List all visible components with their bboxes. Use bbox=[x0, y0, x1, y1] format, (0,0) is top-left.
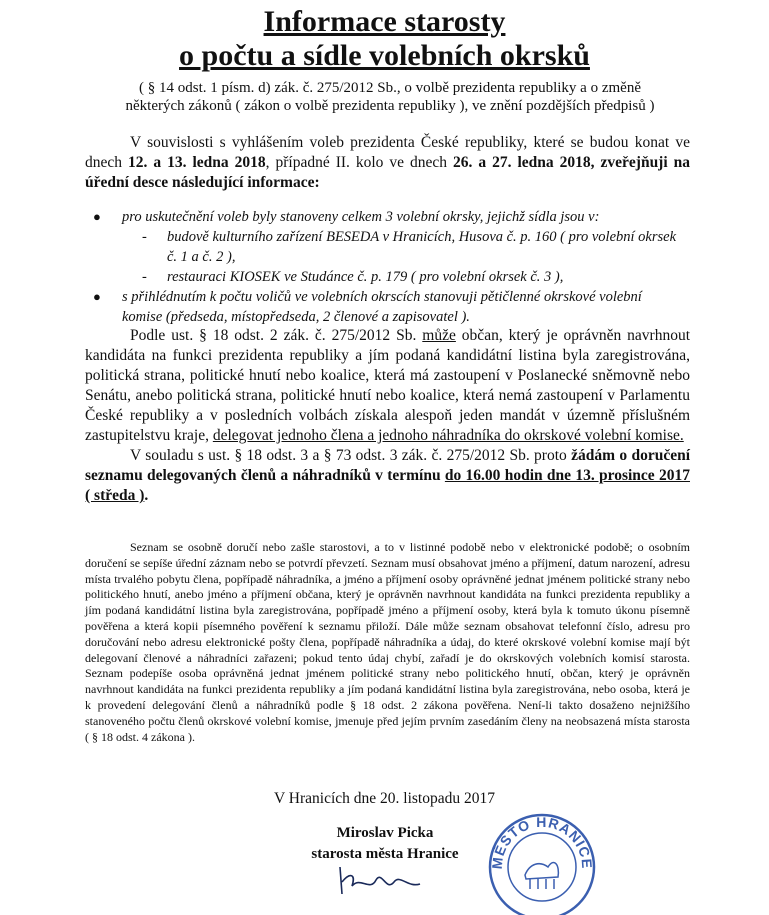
submission-rules-text: Seznam se osobně doručí nebo zašle starostovi, a to v listinné podobě nebo v elektronické podobě; o osobním doručení se sepíše úřední záznam nebo se potvrdí převzetí. Seznam musí obsahovat jméno a příjmení, datum narození, adresu místa trvalého pobytu člena, popřípadě náhradníka, a jméno a příjmení osoby oprávněné jednat jménem politické strany nebo politického hnutí, anebo jméno a příjmení občana, který je oprávněn navrhnout kandidáta na funkci prezidenta republiky a jím podaná kandidátní listina byla zaregistrována, popřípadě jméno a příjmení osoby, která byla k tomuto úkonu písemně pověřena a která kopii písemného pověření k seznamu přiloží. Dále může seznam obsahovat telefonní číslo, adresu pro doručování nebo adresu elektronické pošty člena, popřípadě náhradníka a údaj, do které okrskové volební komise mají být delegovaní členové a náhradníci zařazeni; pokud tento údaj chybí, zařadí je do okrskových volebních komisí starosta. Seznam podepíše osoba oprávněná jednat jménem politické strany nebo politického hnutí, občan, který je oprávněn navrhnout kandidáta na funkci prezidenta republiky a jím podaná kandidátní listina byla zaregistrována, nebo osoba, která je k provedení delegování členů a náhradníků podle § 18 odst. 2 zákona pověřena. Není-li takto dosaženo nejnižšího stanoveného počtu členů okrskové volební komise, jmenuje před jejím prvním zasedáním členy na neobsazená místa starosta ( § 18 odst. 4 zákona ). bbox=[85, 540, 690, 744]
signatory-name: Miroslav Picka bbox=[336, 825, 434, 841]
delegation-paragraph bbox=[85, 326, 690, 506]
document-title-line1: Informace starosty bbox=[263, 5, 506, 38]
bullet-item-commission: ● s přihlédnutím k počtu voličů ve volebních okrscích stanovuji pětičlenné okrskové volební komise (předseda, místopředseda, 2 členové a zapisovatel ). bbox=[93, 289, 642, 325]
sub-item-beseda: - budově kulturního zařízení BESEDA v Hranicích, Husova č. p. 160 ( pro volební okrsek č. 1 a č. 2 ), bbox=[142, 229, 677, 265]
bullet-icon: ● bbox=[93, 289, 101, 304]
intro-text-2: , případné II. kolo ve dnech bbox=[265, 154, 454, 171]
intro-text-1: V souvislosti s vyhlášením voleb prezidenta České republiky, které se budou konat ve dnech bbox=[85, 134, 690, 171]
document-title-line2: o počtu a sídle volebních okrsků bbox=[179, 39, 590, 72]
svg-text:MĚSTO HRANICE: MĚSTO HRANICE bbox=[488, 813, 596, 870]
signature-block bbox=[305, 823, 465, 865]
legal-reference-line1: ( § 14 odst. 1 písm. d) zák. č. 275/2012 Sb., o volbě prezidenta republiky a o změně bbox=[139, 80, 641, 96]
delegation-rule: Podle ust. § 18 odst. 2 zák. č. 275/2012 Sb. může občan, který je oprávněn navrhnout kandidáta na funkci prezidenta republiky a jím podaná kandidátní listina byla zaregistrována, politická strana, politické hnutí nebo koalice, která má zastoupení v Poslanecké sněmovně nebo Senátu, anebo politická strana, politické hnutí nebo koalice, která nemá zastoupení v Parlamentu České republiky a v posledních volbách získala alespoň jeden mandát v územně příslušném zastupitelstvu kraje, delegovat jednoho člena a jednoho náhradníka do okrskové volební komise. bbox=[85, 327, 690, 444]
bullet-item-districts: ● pro uskutečnění voleb byly stanoveny celkem 3 volební okrsky, jejichž sídla jsou v: - budově kulturního zařízení BESEDA v Hranicích, Husova č. p. 160 ( pro volební okrsek č. 1 a č. 2 ), - restauraci KIOSEK ve Studánce č. p. 179 ( pro volební okrsek č. 3 ), bbox=[85, 207, 685, 287]
deadline-date: do 16.00 hodin dne 13. prosince 2017 ( středa ) bbox=[85, 467, 690, 504]
info-bullet-list bbox=[85, 207, 685, 327]
underlined-delegate: delegovat jednoho člena a jednoho náhradníka do okrskové volební komise. bbox=[212, 427, 684, 444]
underlined-may: může bbox=[422, 327, 456, 344]
bullet-icon: ● bbox=[93, 209, 101, 224]
intro-text-3: , zveřejňuji na úřední desce následující informace: bbox=[85, 154, 691, 191]
deadline-request: V souladu s ust. § 18 odst. 3 a § 73 odst. 3 zák. č. 275/2012 Sb. proto žádám o doručení seznamu delegovaných členů a náhradníků v termínu do 16.00 hodin dne 13. prosince 2017 ( středa ). bbox=[85, 447, 691, 504]
election-date-1: 12. a 13. ledna 2018 bbox=[128, 154, 266, 171]
city-stamp-icon bbox=[480, 805, 600, 915]
signatory-role: starosta města Hranice bbox=[311, 846, 459, 862]
election-date-2: 26. a 27. ledna 2018 bbox=[453, 154, 591, 171]
place-and-date: V Hranicích dne 20. listopadu 2017 bbox=[274, 790, 495, 807]
legal-reference-line2: některých zákonů ( zákon o volbě prezidenta republiky ), ve znění pozdějších předpisů ) bbox=[125, 98, 655, 114]
intro-paragraph bbox=[85, 133, 690, 193]
district-sub-list bbox=[122, 227, 685, 287]
legal-reference bbox=[95, 79, 685, 115]
request-bold: žádám o doručení seznamu delegovaných členů a náhradníků v termínu bbox=[85, 447, 691, 484]
handwritten-signature bbox=[330, 862, 430, 898]
sub-item-kiosek: - restauraci KIOSEK ve Studánce č. p. 179 ( pro volební okrsek č. 3 ), bbox=[142, 269, 564, 285]
